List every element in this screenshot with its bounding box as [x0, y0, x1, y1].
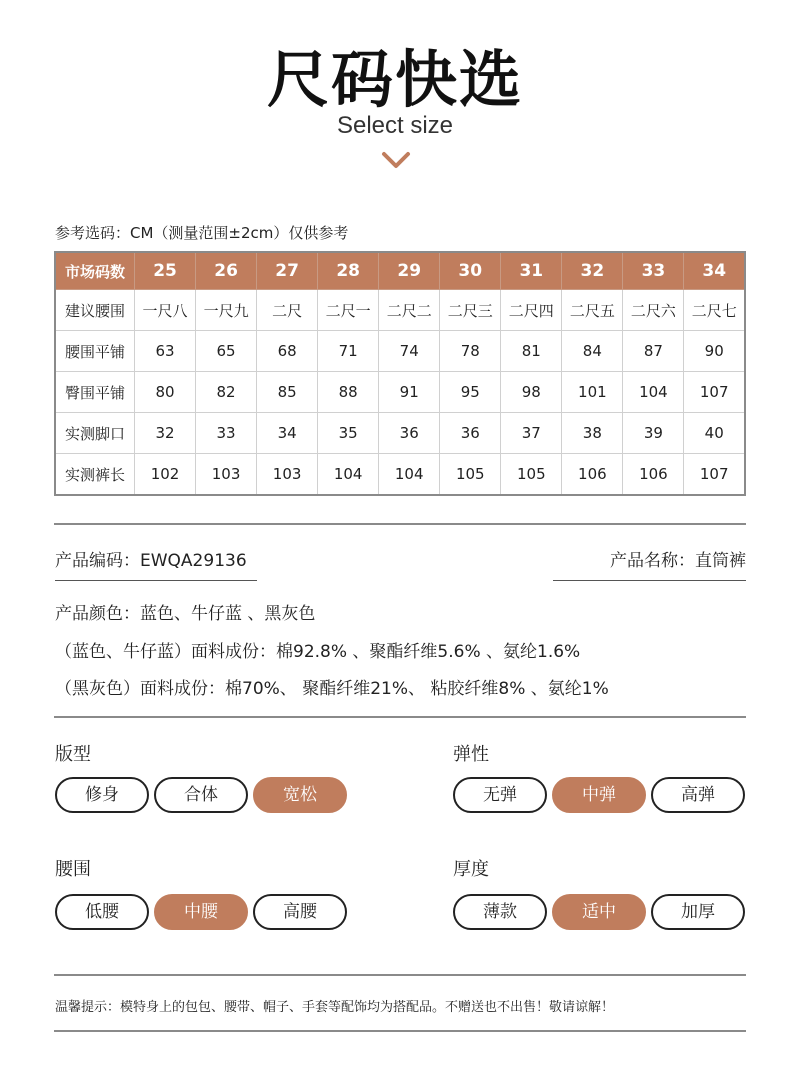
size-header-cell: 25 [135, 252, 196, 290]
divider [54, 716, 746, 718]
table-cell: 35 [318, 413, 379, 454]
table-row [55, 372, 745, 413]
size-header-cell: 32 [562, 252, 623, 290]
fit-option-slim[interactable]: 修身 [55, 777, 149, 813]
fit-label: 版型 [55, 744, 91, 765]
table-cell: 63 [135, 331, 196, 372]
thickness-label: 厚度 [453, 859, 489, 880]
table-cell: 95 [440, 372, 501, 413]
table-cell: 103 [196, 454, 257, 496]
waist-option-low[interactable]: 低腰 [55, 894, 149, 930]
table-cell: 102 [135, 454, 196, 496]
table-cell: 二尺七 [684, 290, 745, 331]
table-cell: 91 [379, 372, 440, 413]
table-row [55, 290, 745, 331]
thickness-option-thin[interactable]: 薄款 [453, 894, 547, 930]
table-cell: 101 [562, 372, 623, 413]
divider [54, 974, 746, 976]
table-cell: 105 [440, 454, 501, 496]
stretch-option-none[interactable]: 无弹 [453, 777, 547, 813]
row-label: 实测脚口 [55, 413, 135, 454]
table-cell: 103 [257, 454, 318, 496]
table-cell: 104 [623, 372, 684, 413]
size-header-cell: 29 [379, 252, 440, 290]
waist-option-mid[interactable]: 中腰 [154, 894, 248, 930]
table-cell: 36 [379, 413, 440, 454]
row-label: 腰围平铺 [55, 331, 135, 372]
size-header-cell: 33 [623, 252, 684, 290]
stretch-option-high[interactable]: 高弹 [651, 777, 745, 813]
row-label: 建议腰围 [55, 290, 135, 331]
table-cell: 33 [196, 413, 257, 454]
size-header-cell: 30 [440, 252, 501, 290]
table-cell: 二尺六 [623, 290, 684, 331]
product-colors: 产品颜色：蓝色、牛仔蓝 、黑灰色 [55, 604, 316, 624]
table-cell: 一尺八 [135, 290, 196, 331]
fit-option-loose[interactable]: 宽松 [253, 777, 347, 813]
divider [54, 523, 746, 525]
product-code: 产品编码：EWQA29136 [55, 551, 247, 571]
table-cell: 二尺四 [501, 290, 562, 331]
table-cell: 104 [379, 454, 440, 496]
table-cell: 34 [257, 413, 318, 454]
page-subtitle: Select size [336, 112, 454, 139]
waist-label: 腰围 [55, 859, 91, 880]
chevron-down-icon [381, 150, 411, 172]
table-cell: 107 [684, 454, 745, 496]
fit-option-regular[interactable]: 合体 [154, 777, 248, 813]
size-header-cell: 27 [257, 252, 318, 290]
table-row [55, 454, 745, 496]
thickness-option-thick[interactable]: 加厚 [651, 894, 745, 930]
fabric-black: （黑灰色）面料成份：棉70%、 聚酯纤维21%、 粘胶纤维8% 、氨纶1% [55, 679, 609, 699]
size-header-cell: 34 [684, 252, 745, 290]
table-cell: 二尺二 [379, 290, 440, 331]
reference-note: 参考选码：CM（测量范围±2cm）仅供参考 [55, 224, 349, 242]
row-label: 臀围平铺 [55, 372, 135, 413]
table-cell: 32 [135, 413, 196, 454]
size-table-header-row [55, 252, 745, 290]
table-cell: 37 [501, 413, 562, 454]
table-cell: 106 [562, 454, 623, 496]
table-cell: 85 [257, 372, 318, 413]
table-cell: 38 [562, 413, 623, 454]
table-cell: 88 [318, 372, 379, 413]
table-cell: 84 [562, 331, 623, 372]
table-cell: 二尺五 [562, 290, 623, 331]
table-cell: 二尺三 [440, 290, 501, 331]
page-title: 尺码快选 [266, 43, 523, 116]
table-cell: 107 [684, 372, 745, 413]
size-header-cell: 28 [318, 252, 379, 290]
table-cell: 105 [501, 454, 562, 496]
table-cell: 68 [257, 331, 318, 372]
table-cell: 81 [501, 331, 562, 372]
table-cell: 71 [318, 331, 379, 372]
thickness-option-medium[interactable]: 适中 [552, 894, 646, 930]
table-cell: 40 [684, 413, 745, 454]
table-cell: 80 [135, 372, 196, 413]
divider [54, 1030, 746, 1032]
fabric-blue: （蓝色、牛仔蓝）面料成份：棉92.8% 、聚酯纤维5.6% 、氨纶1.6% [55, 642, 581, 662]
size-table-header-label: 市场码数 [55, 252, 135, 290]
stretch-option-medium[interactable]: 中弹 [552, 777, 646, 813]
divider [553, 580, 746, 581]
size-table [54, 251, 746, 496]
table-cell: 78 [440, 331, 501, 372]
table-cell: 二尺一 [318, 290, 379, 331]
table-cell: 82 [196, 372, 257, 413]
table-cell: 65 [196, 331, 257, 372]
table-cell: 39 [623, 413, 684, 454]
footer-notice: 温馨提示：模特身上的包包、腰带、帽子、手套等配饰均为搭配品。不赠送也不出售！敬请谅解！ [55, 1000, 615, 1015]
row-label: 实测裤长 [55, 454, 135, 496]
divider [55, 580, 257, 581]
size-header-cell: 31 [501, 252, 562, 290]
table-cell: 87 [623, 331, 684, 372]
table-cell: 98 [501, 372, 562, 413]
product-name: 产品名称：直筒裤 [610, 551, 746, 571]
table-cell: 104 [318, 454, 379, 496]
table-cell: 90 [684, 331, 745, 372]
stretch-label: 弹性 [453, 744, 489, 765]
table-cell: 二尺 [257, 290, 318, 331]
waist-option-high[interactable]: 高腰 [253, 894, 347, 930]
table-cell: 36 [440, 413, 501, 454]
table-cell: 74 [379, 331, 440, 372]
table-cell: 一尺九 [196, 290, 257, 331]
table-cell: 106 [623, 454, 684, 496]
size-header-cell: 26 [196, 252, 257, 290]
table-row [55, 331, 745, 372]
table-row [55, 413, 745, 454]
